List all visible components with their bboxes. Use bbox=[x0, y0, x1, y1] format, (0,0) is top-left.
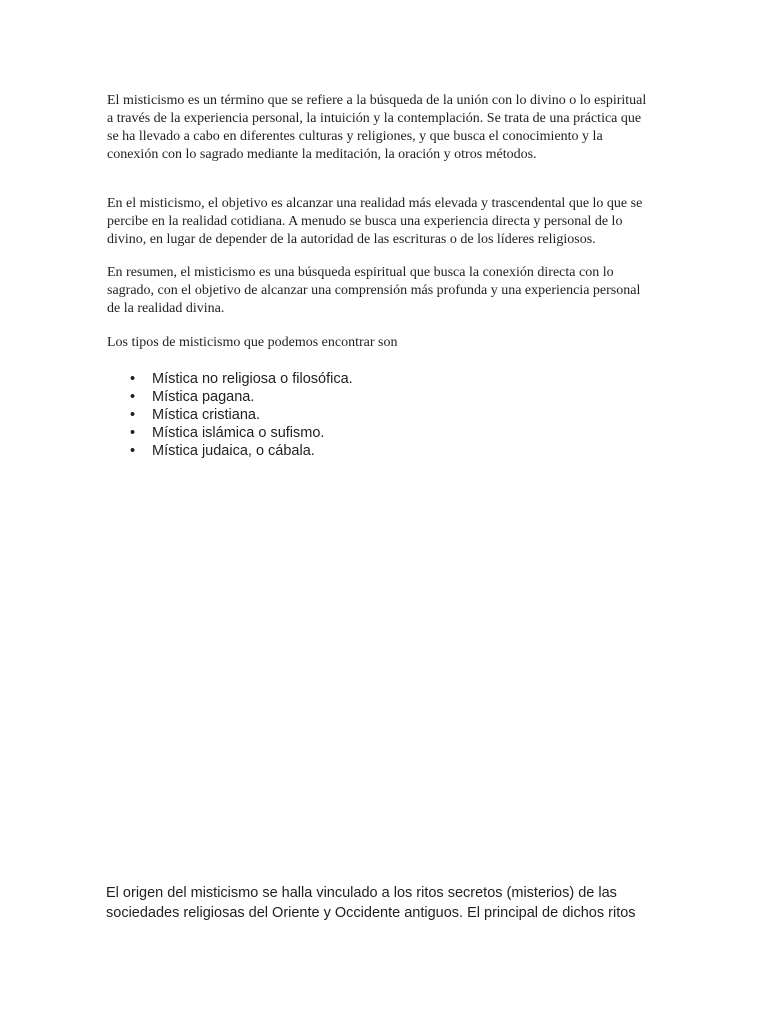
paragraph-summary: En resumen, el misticismo es una búsqueda espiritual que busca la conexión directa con lo sagrado, con el objetivo de alcanzar una comprensión más profunda y una experiencia personal de la realidad divina. bbox=[107, 265, 641, 316]
bullet-icon: • bbox=[130, 425, 136, 441]
list-item bbox=[107, 406, 353, 424]
mysticism-types-list bbox=[107, 370, 353, 460]
paragraph-types-intro: Los tipos de misticismo que podemos encontrar son bbox=[107, 335, 398, 350]
bullet-icon: • bbox=[130, 371, 136, 387]
list-item bbox=[107, 424, 353, 442]
bullet-icon: • bbox=[130, 389, 136, 405]
paragraph-objective: En el misticismo, el objetivo es alcanzar una realidad más elevada y trascendental que lo que se percibe en la realidad cotidiana. A menudo se busca una experiencia directa y personal de lo divino, en lugar de depender de la autoridad de las escrituras o de los líderes religiosos. bbox=[107, 196, 643, 247]
bullet-icon: • bbox=[130, 443, 136, 459]
bullet-icon: • bbox=[130, 407, 136, 423]
list-item-text: Mística no religiosa o filosófica. bbox=[152, 371, 353, 387]
list-item bbox=[107, 442, 353, 460]
list-item bbox=[107, 370, 353, 388]
list-item-text: Mística islámica o sufismo. bbox=[152, 425, 325, 441]
paragraph-origin: El origen del misticismo se halla vinculado a los ritos secretos (misterios) de las sociedades religiosas del Oriente y Occidente antiguos. El principal de dichos ritos bbox=[106, 885, 636, 921]
paragraph-definition: El misticismo es un término que se refiere a la búsqueda de la unión con lo divino o lo espiritual a través de la experiencia personal, la intuición y la contemplación. Se trata de una práctica que se ha llevado a cabo en diferentes culturas y religiones, y que busca el conocimiento y la conexión con lo sagrado mediante la meditación, la oración y otros métodos. bbox=[107, 93, 647, 162]
list-item-text: Mística cristiana. bbox=[152, 407, 260, 423]
list-item-text: Mística judaica, o cábala. bbox=[152, 443, 315, 459]
list-item-text: Mística pagana. bbox=[152, 389, 255, 405]
list-item bbox=[107, 388, 353, 406]
